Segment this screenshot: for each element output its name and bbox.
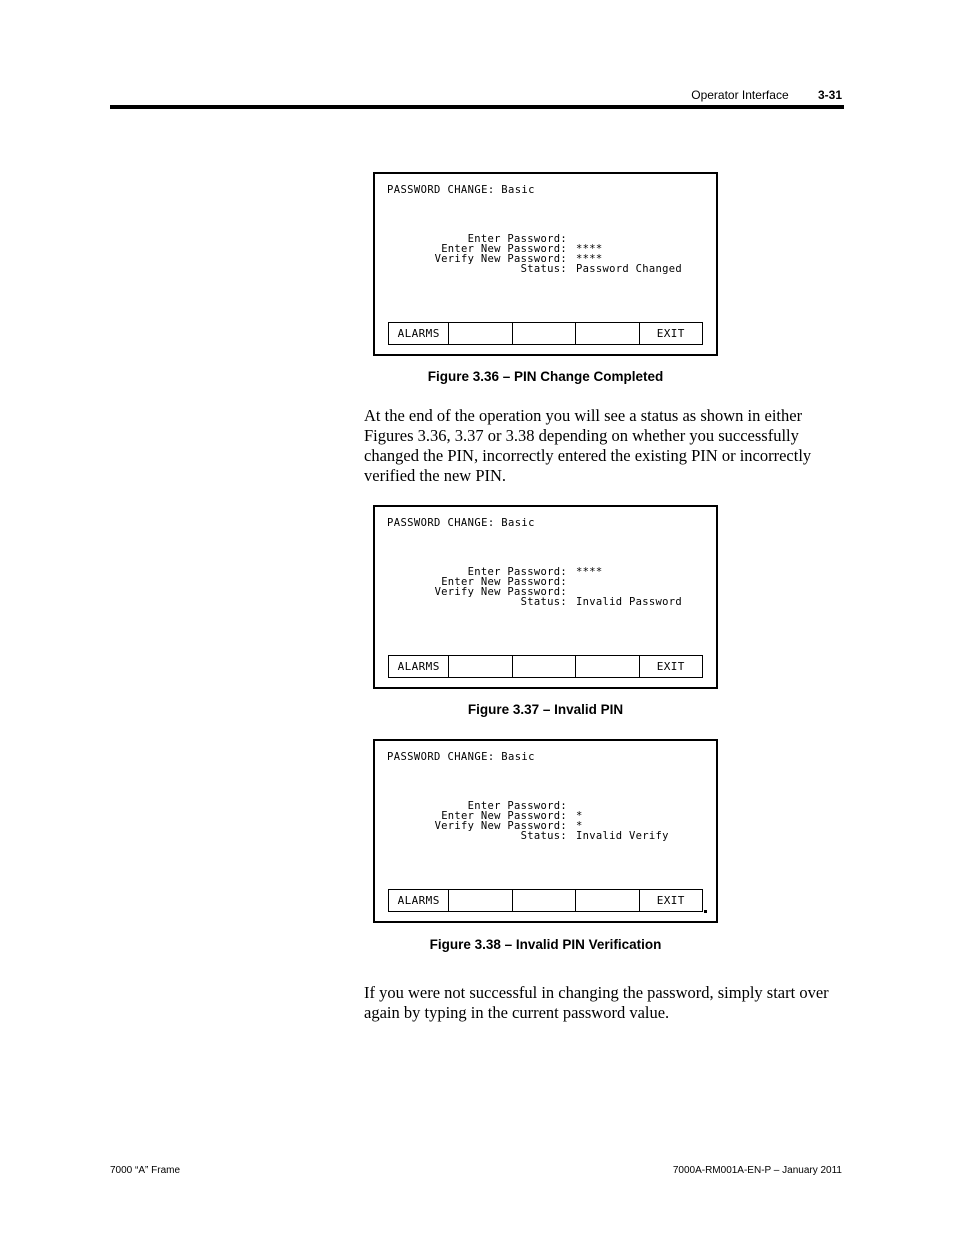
screen-figure-3-38 <box>373 739 718 923</box>
field-label: Enter New Password: <box>441 810 567 822</box>
body-paragraph: If you were not successful in changing the password, simply start over again by typing in the current password value. <box>364 983 829 1022</box>
field-row-status <box>387 597 682 607</box>
field-value: * <box>576 820 583 832</box>
alarms-key[interactable]: ALARMS <box>389 890 449 911</box>
field-label: Enter New Password: <box>441 576 567 588</box>
field-label: Verify New Password: <box>434 253 567 265</box>
softkey-4[interactable] <box>576 656 639 677</box>
screen-title: PASSWORD CHANGE: Basic <box>387 517 535 529</box>
figure-caption: Figure 3.36 – PIN Change Completed <box>427 369 664 384</box>
softkey-3[interactable] <box>513 656 576 677</box>
screen-title: PASSWORD CHANGE: Basic <box>387 751 535 763</box>
screen-figure-3-37 <box>373 505 718 689</box>
softkey-bar <box>388 889 703 912</box>
field-label: Status: <box>520 263 567 275</box>
softkey-2[interactable] <box>449 890 512 911</box>
field-label: Status: <box>520 830 567 842</box>
field-value: Invalid Verify <box>576 830 669 842</box>
field-label: Status: <box>520 596 567 608</box>
softkey-4[interactable] <box>576 890 639 911</box>
footer-right: 7000A-RM001A-EN-P – January 2011 <box>672 1165 842 1176</box>
softkey-3[interactable] <box>513 323 576 344</box>
softkey-2[interactable] <box>449 323 512 344</box>
softkey-bar <box>388 655 703 678</box>
page-number: 3-31 <box>817 88 842 102</box>
figure-caption: Figure 3.38 – Invalid PIN Verification <box>429 937 662 952</box>
softkey-4[interactable] <box>576 323 639 344</box>
softkey-2[interactable] <box>449 656 512 677</box>
alarms-key[interactable]: ALARMS <box>389 656 449 677</box>
field-row-status <box>387 831 669 841</box>
exit-key[interactable]: EXIT <box>656 894 685 907</box>
field-label: Enter Password: <box>467 566 567 578</box>
header-rule <box>110 105 844 109</box>
figure-caption: Figure 3.37 – Invalid PIN <box>467 702 624 717</box>
field-value: **** <box>576 243 603 255</box>
page-header <box>691 88 842 102</box>
field-value: Invalid Password <box>576 596 682 608</box>
alarms-key[interactable]: ALARMS <box>389 323 449 344</box>
field-label: Enter New Password: <box>441 243 567 255</box>
field-label: Enter Password: <box>467 233 567 245</box>
field-label: Enter Password: <box>467 800 567 812</box>
screen-figure-3-36 <box>373 172 718 356</box>
softkey-3[interactable] <box>513 890 576 911</box>
field-value: **** <box>576 566 603 578</box>
stray-mark <box>704 910 707 913</box>
field-value: Password Changed <box>576 263 682 275</box>
field-label: Verify New Password: <box>434 586 567 598</box>
field-list <box>387 567 682 607</box>
footer-left: 7000 “A” Frame <box>110 1165 181 1176</box>
exit-key[interactable]: EXIT <box>656 327 685 340</box>
softkey-bar <box>388 322 703 345</box>
header-section: Operator Interface <box>691 88 789 102</box>
field-list <box>387 801 669 841</box>
field-value: * <box>576 810 583 822</box>
screen-title: PASSWORD CHANGE: Basic <box>387 184 535 196</box>
field-list <box>387 234 682 274</box>
field-row-status <box>387 264 682 274</box>
field-value: **** <box>576 253 603 265</box>
field-label: Verify New Password: <box>434 820 567 832</box>
exit-key[interactable]: EXIT <box>656 660 685 673</box>
body-paragraph: At the end of the operation you will see a status as shown in either Figures 3.36, 3.37 or 3.38 depending on whether you successfully changed the PIN, incorrectly entered the existing PIN or incorrectly verified the new PIN. <box>364 406 812 485</box>
